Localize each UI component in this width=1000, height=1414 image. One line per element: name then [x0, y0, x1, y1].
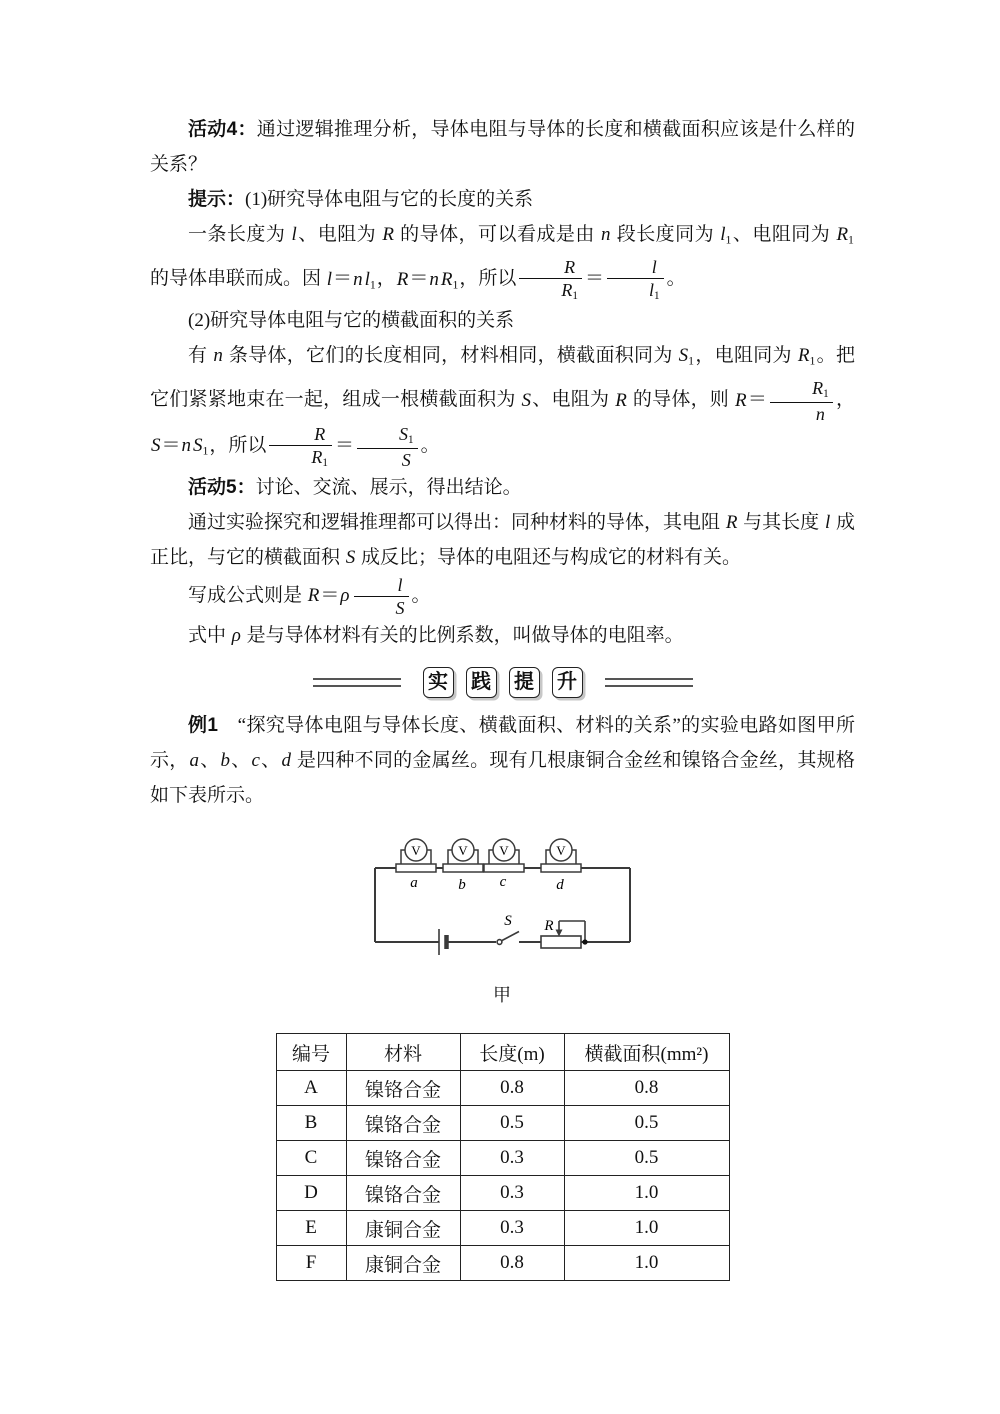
cell-material: 康铜合金 [346, 1211, 460, 1246]
cell-id: F [276, 1246, 346, 1281]
column-header-area: 横截面积(mm²) [564, 1034, 729, 1071]
circuit-figure [353, 829, 653, 1007]
cell-area: 0.8 [564, 1071, 729, 1106]
table-row [276, 1246, 729, 1281]
voltmeter-label: V [410, 843, 421, 859]
wire-label-b: b [457, 877, 466, 894]
table-row [276, 1176, 729, 1211]
section-char-box: 升 [552, 667, 583, 698]
cell-area: 1.0 [564, 1211, 729, 1246]
cell-material: 镍铬合金 [346, 1071, 460, 1106]
paragraph-area-subtitle: (2)研究导体电阻与它的横截面积的关系 [188, 310, 515, 332]
table-row [276, 1106, 729, 1141]
cell-area: 0.5 [564, 1141, 729, 1176]
paragraph-activity5: 活动5：讨论、交流、展示，得出结论。 [188, 476, 522, 498]
table-header-row [276, 1034, 729, 1071]
cell-material: 镍铬合金 [346, 1141, 460, 1176]
section-char-box: 实 [423, 667, 454, 698]
voltmeter-label: V [498, 843, 509, 859]
column-header-length: 长度(m) [460, 1034, 564, 1071]
cell-area: 1.0 [564, 1246, 729, 1281]
cell-length: 0.8 [460, 1071, 564, 1106]
cell-length: 0.5 [460, 1106, 564, 1141]
cell-length: 0.3 [460, 1141, 564, 1176]
paragraph-area-derivation: 有 n 条导体，它们的长度相同，材料相同，横截面积同为 $S_1$，电阻同为 $R_1$。把它们紧紧地束在一起，组成一根横截面积为 S、电阻为 R 的导体，则 R＝ $\frac{R_1}{n}$ ，S＝n $S_1$，所以 $\frac{R}{R_1}$ ＝ $\frac{S_1}{S}$ 。 [150, 345, 855, 470]
cell-id: B [276, 1106, 346, 1141]
table-row [276, 1211, 729, 1246]
paragraph-length-derivation: 一条长度为 l、电阻为 R 的导体，可以看成是由 n 段长度同为 $l_1$、电阻同为 $R_1$ 的导体串联而成。因 l＝n $l_1$，R＝n $R_1$，所以 $\frac{R}{R_1}$ ＝ $\frac{l}{l_1}$ 。 [150, 224, 854, 303]
paragraph-hint: 提示：(1)研究导体电阻与它的长度的关系 [188, 189, 534, 210]
cell-area: 1.0 [564, 1176, 729, 1211]
wire-label-a: a [409, 875, 418, 892]
cell-id: C [276, 1141, 346, 1176]
switch-label: S [503, 913, 512, 930]
section-header-practice [150, 667, 855, 698]
table-row [276, 1141, 729, 1176]
cell-material: 康铜合金 [346, 1246, 460, 1281]
rheostat-label: R [543, 918, 554, 935]
cell-length: 0.3 [460, 1211, 564, 1246]
cell-area: 0.5 [564, 1106, 729, 1141]
section-char-box: 践 [466, 667, 497, 698]
wire-label-d: d [555, 877, 564, 894]
paragraph-example1: 例1 “探究导体电阻与导体长度、横截面积、材料的关系”的实验电路如图甲所示，a、b、c、d 是四种不同的金属丝。现有几根康铜合金丝和镍铬合金丝，其规格如下表所示。 [150, 715, 855, 807]
cell-length: 0.3 [460, 1176, 564, 1211]
cell-id: D [276, 1176, 346, 1211]
battery-icon [439, 929, 447, 955]
cell-id: E [276, 1211, 346, 1246]
voltmeter-label: V [555, 843, 566, 859]
paragraph-activity4: 活动4：通过逻辑推理分析，导体电阻与导体的长度和横截面积应该是什么样的关系？ [150, 119, 855, 175]
column-header-material: 材料 [346, 1034, 460, 1071]
figure-caption: 甲 [493, 985, 512, 1006]
cell-id: A [276, 1071, 346, 1106]
cell-material: 镍铬合金 [346, 1176, 460, 1211]
wire-label-c: c [499, 874, 506, 891]
paragraph-formula: 写成公式则是 R＝ρ $\frac{l}{S}$ 。 [188, 574, 431, 618]
cell-length: 0.8 [460, 1246, 564, 1281]
circuit-diagram [353, 829, 653, 979]
decorative-double-line-right [605, 678, 693, 687]
table-row [276, 1071, 729, 1106]
spec-table [276, 1033, 730, 1281]
section-char-box: 提 [509, 667, 540, 698]
decorative-double-line-left [313, 678, 401, 687]
switch-icon [497, 932, 519, 945]
column-header-id: 编号 [276, 1034, 346, 1071]
cell-material: 镍铬合金 [346, 1106, 460, 1141]
paragraph-conclusion: 通过实验探究和逻辑推理都可以得出：同种材料的导体，其电阻 R 与其长度 l 成正比，与它的横截面积 S 成反比；导体的电阻还与构成它的材料有关。 [150, 511, 855, 568]
voltmeter-label: V [457, 843, 468, 859]
paragraph-resistivity: 式中 ρ 是与导体材料有关的比例系数，叫做导体的电阻率。 [188, 625, 684, 647]
